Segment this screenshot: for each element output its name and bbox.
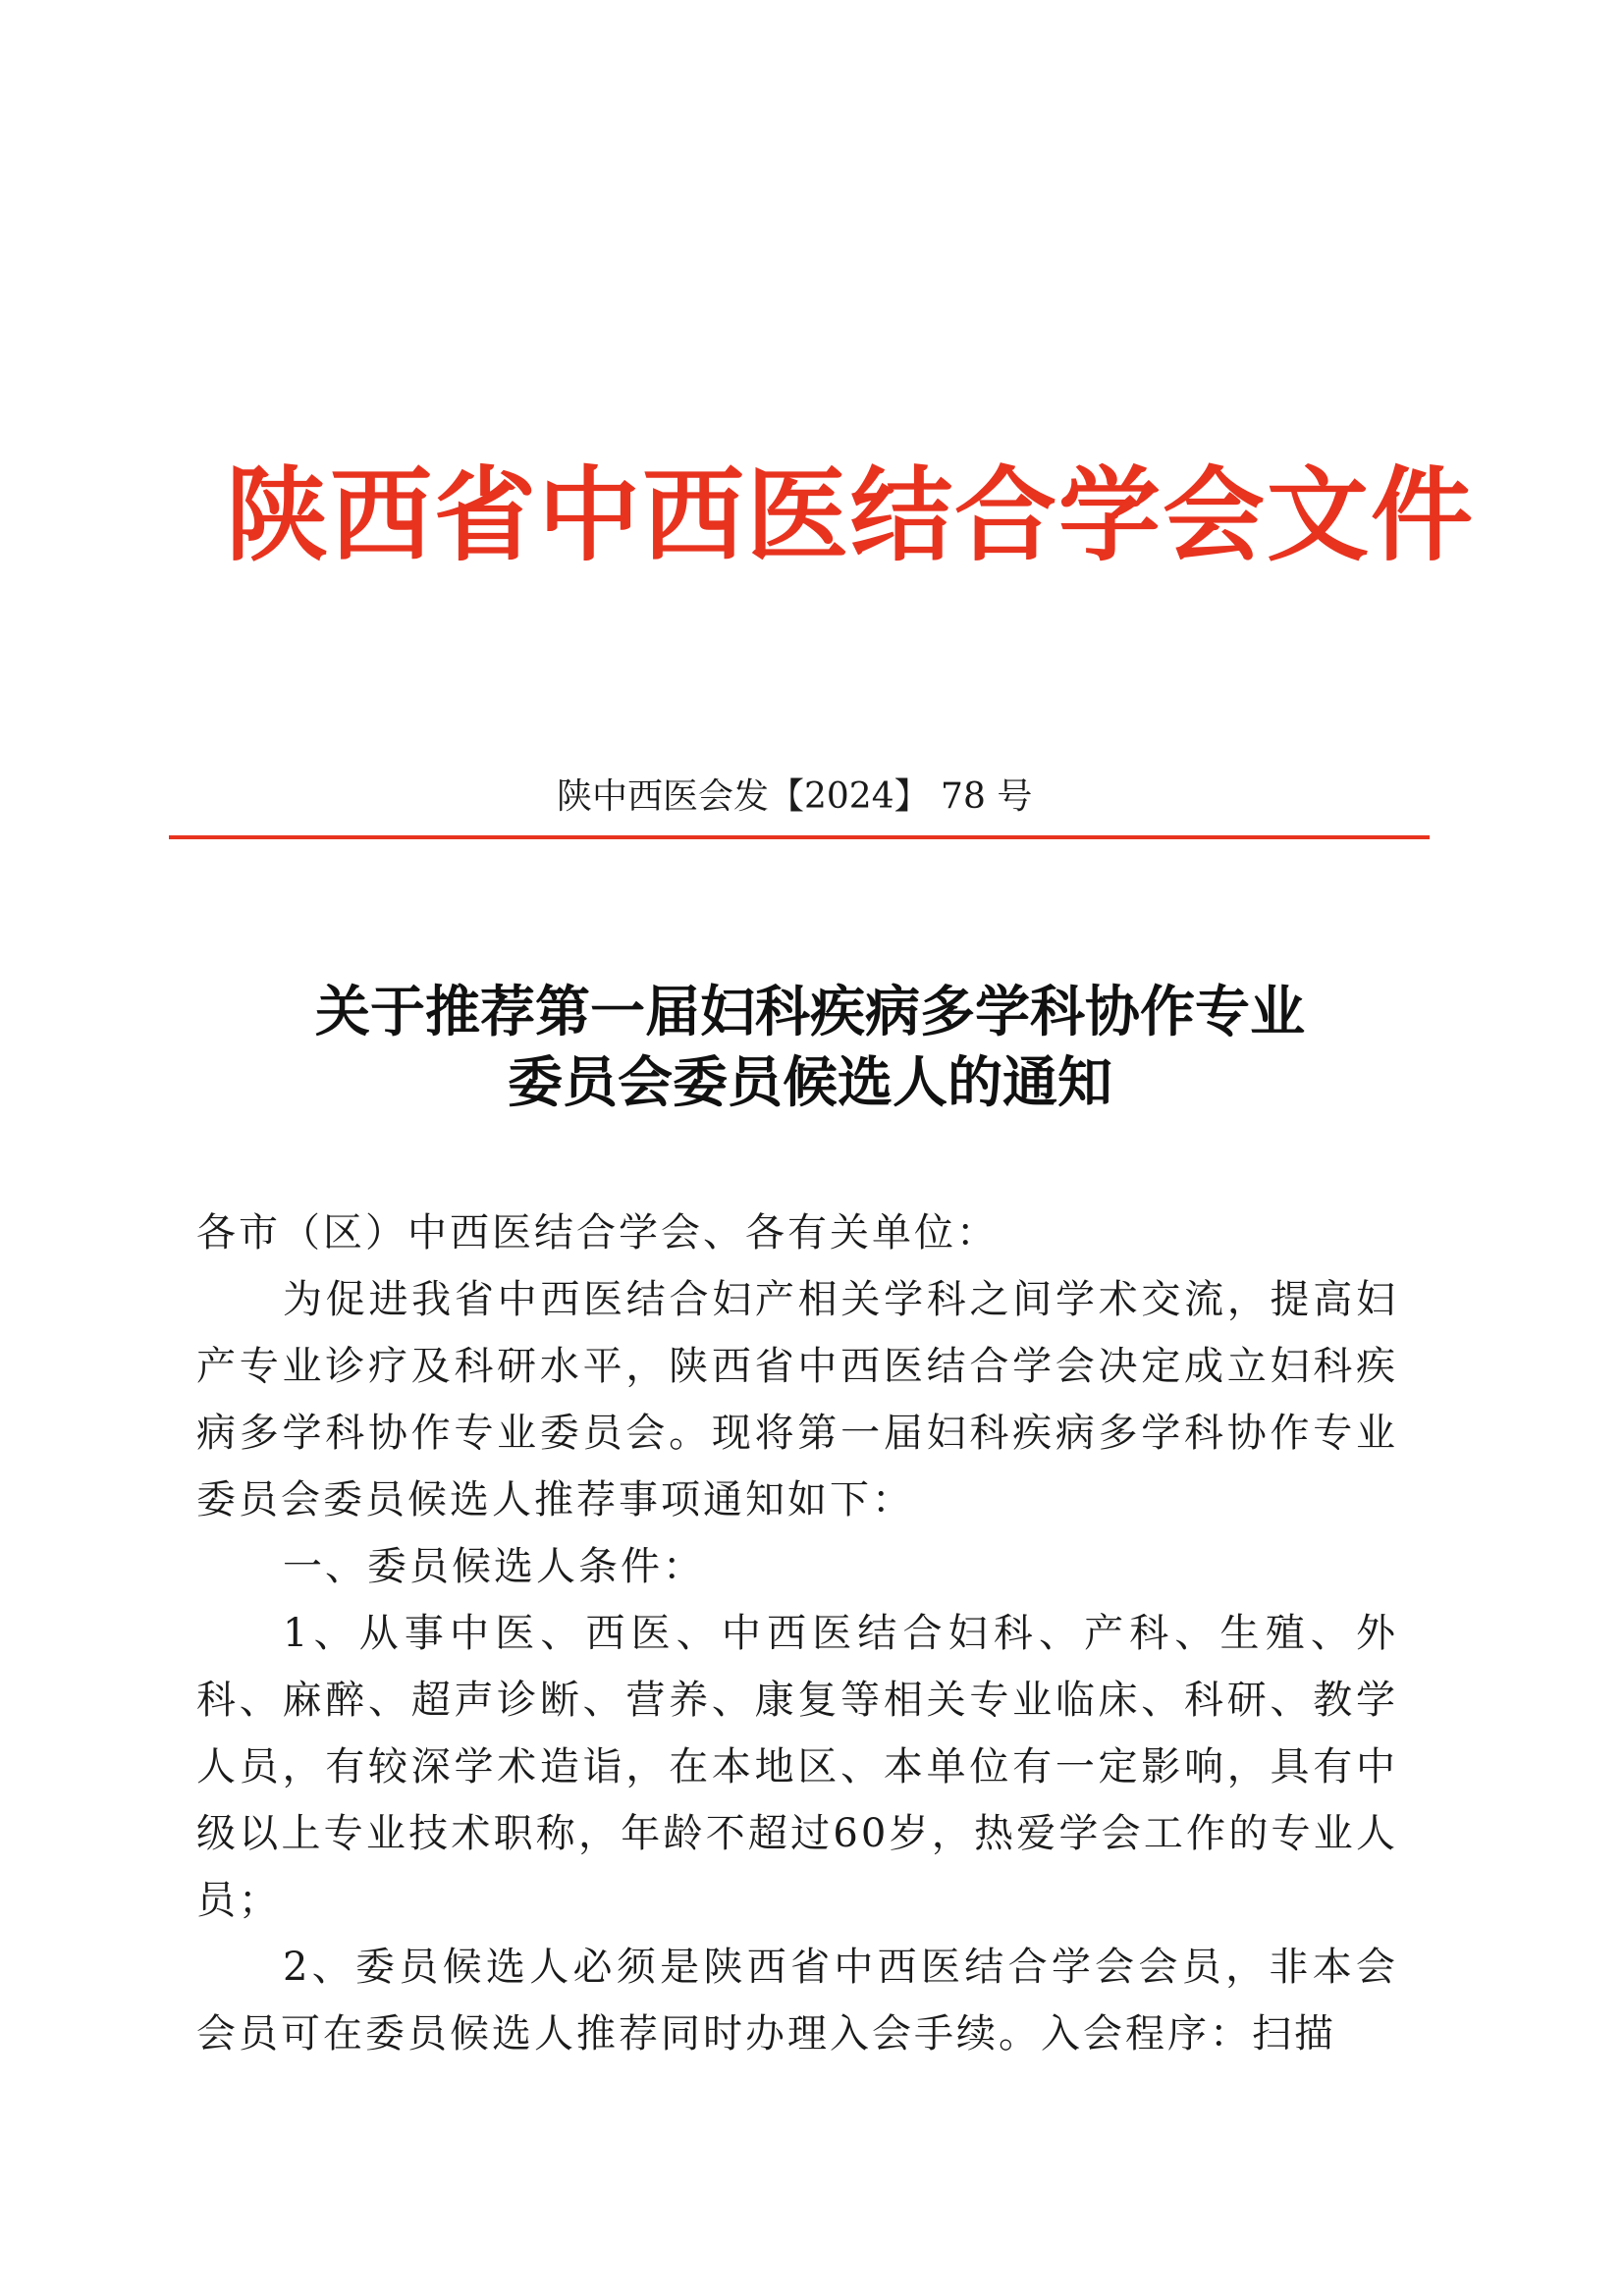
notice-title-line-2: 委员会委员候选人的通知 xyxy=(508,1050,1112,1115)
notice-title-line-1: 关于推荐第一届妇科疾病多学科协作专业 xyxy=(315,980,1305,1044)
salutation: 各市（区）中西医结合学会、各有关单位： xyxy=(196,1210,999,1255)
section-heading-candidate-conditions: 一、委员候选人条件： xyxy=(283,1544,705,1589)
intro-paragraph: 为促进我省中西医结合妇产相关学科之间学术交流，提高妇产专业诊疗及科研水平，陕西省中西医结合学会决定成立妇科疾病多学科协作专业委员会。现将第一届妇科疾病多学科协作专业委员会委员候选人推荐事项通知如下： xyxy=(196,1277,1398,1522)
org-header-title: 陕西省中西医结合学会文件 xyxy=(226,454,1476,575)
condition-item-1: 1、从事中医、西医、中西医结合妇科、产科、生殖、外科、麻醉、超声诊断、营养、康复等相关专业临床、科研、教学人员，有较深学术造诣，在本地区、本单位有一定影响，具有中级以上专业技术职称，年龄不超过60岁，热爱学会工作的专业人员； xyxy=(196,1611,1398,1923)
header-red-divider xyxy=(169,835,1430,839)
document-number: 陕中西医会发【2024】 78 号 xyxy=(557,776,1033,817)
condition-item-2: 2、委员候选人必须是陕西省中西医结合学会会员，非本会会员可在委员候选人推荐同时办理入会手续。入会程序：扫描 xyxy=(196,1945,1398,2056)
notice-body xyxy=(196,1200,1398,2067)
notice-title xyxy=(177,977,1443,1118)
